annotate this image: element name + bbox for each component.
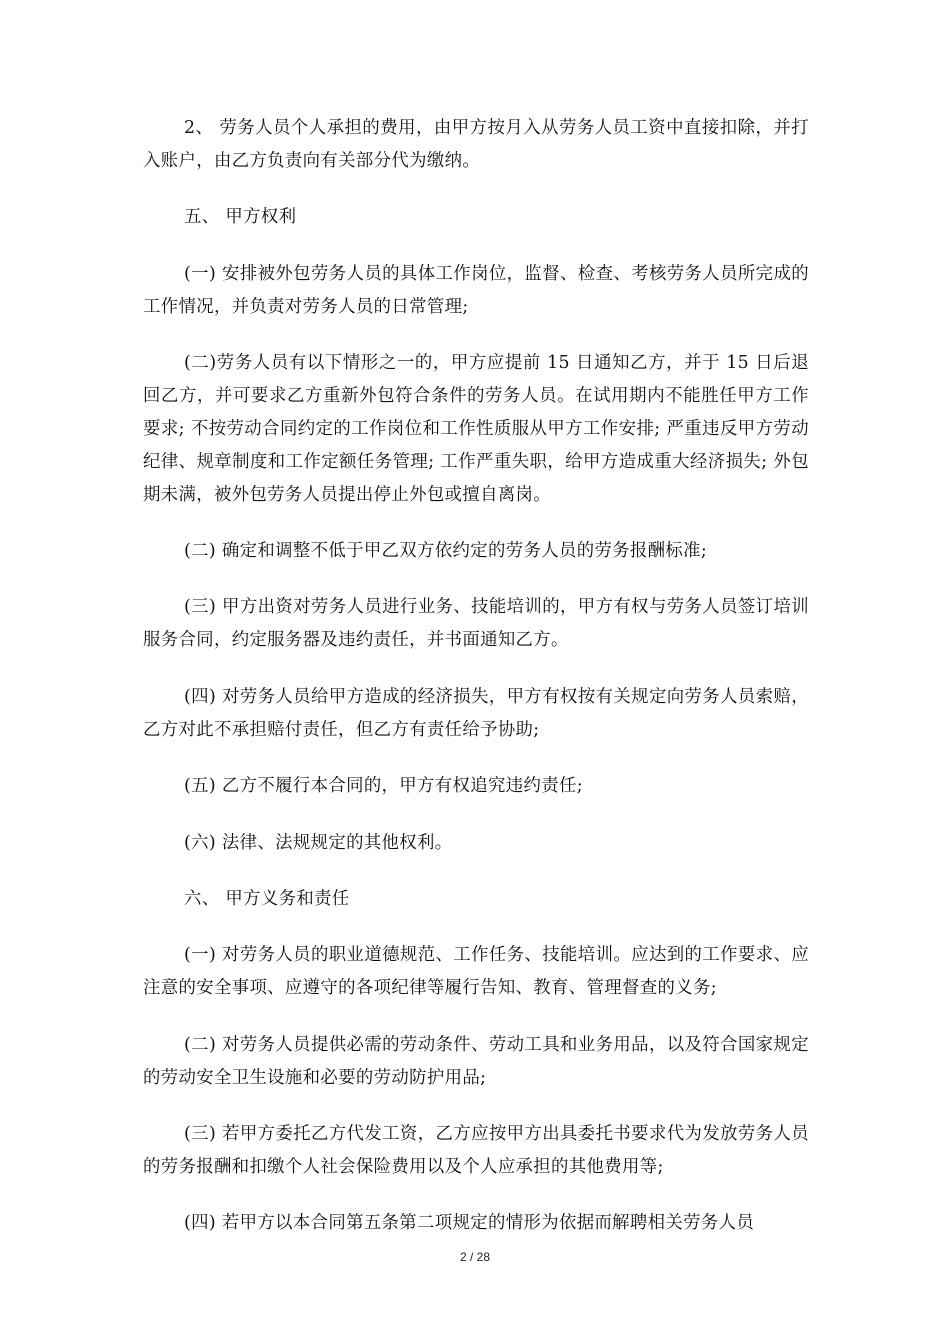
paragraph-item-6-2: (二) 对劳务人员提供必需的劳动条件、劳动工具和业务用品，以及符合国家规定的劳动安全卫生设施和必要的劳动防护用品; [143, 1034, 809, 1088]
paragraph-item-5-5: (五) 乙方不履行本合同的，甲方有权追究违约责任; [184, 776, 583, 797]
paragraph-item-6-3: (三) 若甲方委托乙方代发工资，乙方应按甲方出具委托书要求代为发放劳务人员的劳务报酬和扣缴个人社会保险费用以及个人应承担的其他费用等; [143, 1123, 809, 1177]
section-heading-5: 五、 甲方权利 [184, 207, 297, 228]
paragraph-item-6-1: (一) 对劳务人员的职业道德规范、工作任务、技能培训。应达到的工作要求、应注意的安全事项、应遵守的各项纪律等履行告知、教育、管理督查的义务; [143, 945, 809, 999]
document-body [143, 112, 809, 1264]
paragraph-item-5-3: (三) 甲方出资对劳务人员进行业务、技能培训的，甲方有权与劳务人员签订培训服务合同，约定服务器及违约责任，并书面通知乙方。 [143, 597, 809, 651]
paragraph-item-5-2b: (二) 确定和调整不低于甲乙双方依约定的劳务人员的劳务报酬标准; [184, 541, 708, 562]
paragraph-item-6-4: (四) 若甲方以本合同第五条第二项规定的情形为依据而解聘相关劳务人员 [184, 1213, 755, 1234]
paragraph-item-5-4: (四) 对劳务人员给甲方造成的经济损失，甲方有权按有关规定向劳务人员索赔，乙方对此不承担赔付责任，但乙方有责任给予协助; [143, 686, 809, 740]
paragraph-item-5-6: (六) 法律、法规规定的其他权利。 [184, 832, 453, 853]
page-number: 2 / 28 [459, 1250, 491, 1264]
section-heading-6: 六、 甲方义务和责任 [184, 888, 350, 909]
paragraph-item-2: 2、 劳务人员个人承担的费用，由甲方按月入从劳务人员工资中直接扣除，并打入账户，由乙方负责向有关部分代为缴纳。 [143, 118, 809, 171]
paragraph-item-5-1: (一) 安排被外包劳务人员的具体工作岗位，监督、检查、考核劳务人员所完成的工作情况，并负责对劳务人员的日常管理; [143, 263, 809, 317]
paragraph-item-5-2a: (二)劳务人员有以下情形之一的，甲方应提前 15 日通知乙方，并于 15 日后退回乙方，并可要求乙方重新外包符合条件的劳务人员。在试用期内不能胜任甲方工作要求; 不按劳动合同约定的工作岗位和工作性质服从甲方工作安排; 严重违反甲方劳动纪律、规章制度和工作定额任务管理; 工作严重失职，给甲方造成重大经济损失; 外包期未满，被外包劳务人员提出停止外包或擅自离岗。 [143, 353, 809, 505]
